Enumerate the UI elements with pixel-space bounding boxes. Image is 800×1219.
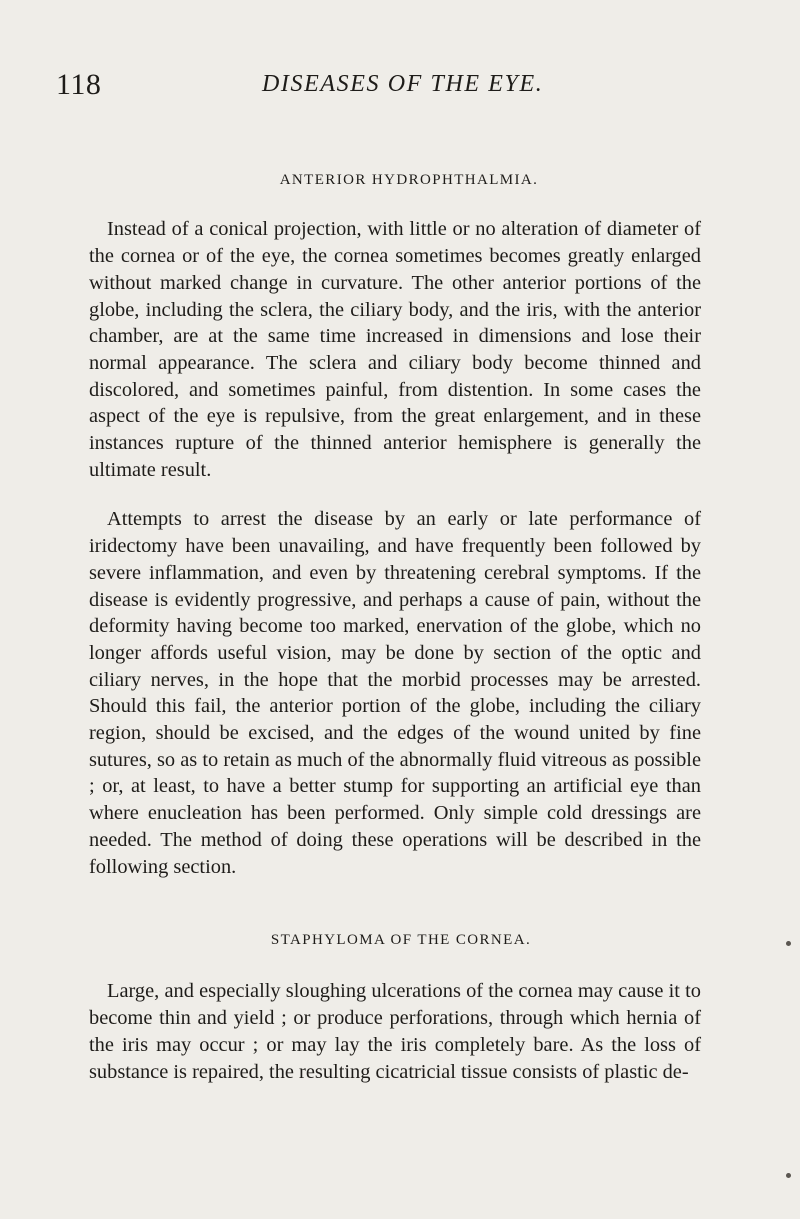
section-heading-anterior-hydrophthalmia: ANTERIOR HYDROPHTHALMIA. [279, 172, 539, 188]
section-heading-staphyloma-of-the-cornea: STAPHYLOMA OF THE CORNEA. [270, 932, 532, 948]
running-head [0, 68, 800, 108]
body-paragraph: Instead of a conical projection, with little or no alteration of diameter of the cornea or of the eye, the cornea sometimes becomes greatly enlarged without marked change in curvature. The other anterior portions of the globe, including the sclera, the ciliary body, and the iris, with the anterior chamber, are at the same time increased in dimensions and lose their normal appearance. The sclera and ciliary body become thinned and discolored, and sometimes painful, from distention. In some cases the aspect of the eye is repulsive, from the great enlargement, and in these instances rupture of the thinned anterior hemisphere is generally the ultimate result. [89, 218, 701, 481]
print-mark [786, 941, 791, 946]
running-title: DISEASES OF THE EYE. [262, 71, 544, 97]
body-paragraph: Attempts to arrest the disease by an early or late performance of iridectomy have been unavailing, and have frequently been followed by severe inflammation, and even by threatening cerebral symptoms. If the disease is evidently progressive, and perhaps a cause of pain, without the deformity having become too marked, enervation of the globe, which no longer affords useful vision, may be done by section of the optic and ciliary nerves, in the hope that the morbid processes may be arrested. Should this fail, the anterior portion of the globe, including the ciliary region, should be excised, and the edges of the wound united by fine sutures, so as to retain as much of the abnormally fluid vitreous as possible ; or, at least, to have a better stump for supporting an artificial eye than where enucleation has been performed. Only simple cold dressings are needed. The method of doing these operations will be described in the following section. [89, 508, 701, 878]
print-mark [786, 1173, 791, 1178]
body-paragraph: Large, and especially sloughing ulcerations of the cornea may cause it to become thin and yield ; or produce perforations, through which hernia of the iris may occur ; or may lay the iris completely bare. As the loss of substance is repaired, the resulting cicatricial tissue consists of plastic de- [89, 980, 701, 1083]
page-number: 118 [56, 68, 102, 101]
